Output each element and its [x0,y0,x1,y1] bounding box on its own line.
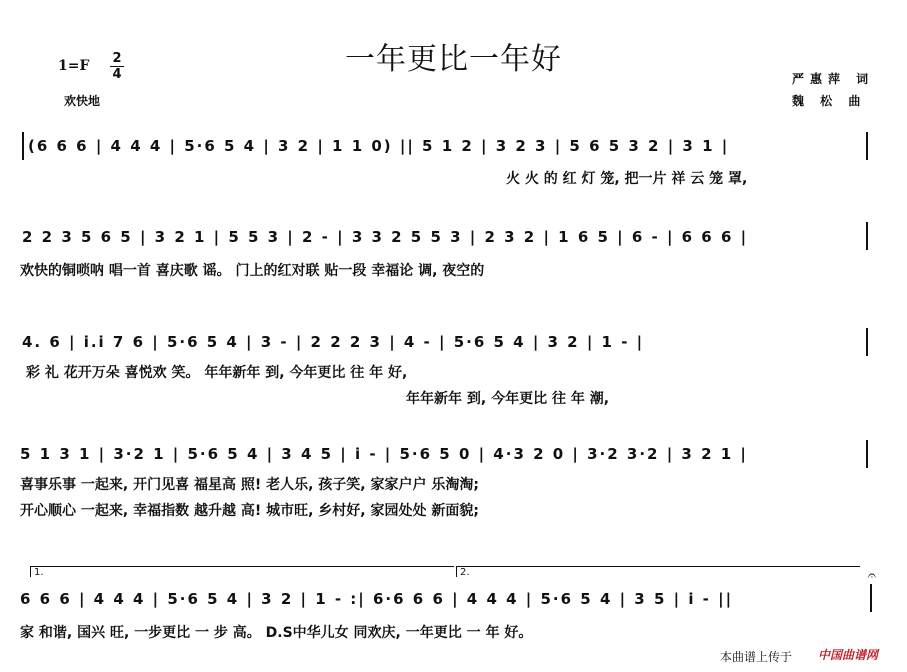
end-bar-line-row-3 [866,328,868,356]
lyrics-row-4-verse-1: 喜事乐事 一起来, 开门见喜 福星高 照! 老人乐, 孩子笑, 家家户户 乐淘淘; [20,477,479,493]
upload-note: 本曲谱上传于 [720,650,793,664]
notes-row-5: 6 6 6 | 4 4 4 | 5·6 5 4 | 3 2 | 1 - :| 6·6 6 6 | 4 4 4 | 5·6 5 4 | 3 5 | i - || [20,590,734,608]
notes-row-3: 4. 6 | i.i 7 6 | 5·6 5 4 | 3 - | 2 2 2 3 | 4 - | 5·6 5 4 | 3 2 | 1 - | [22,333,645,351]
time-signature [110,52,124,81]
second-ending-label: 2. [460,567,470,578]
final-bar-line [870,584,872,612]
fermata-icon: 𝄐 [868,568,876,584]
key-signature: 1=F [58,58,90,74]
end-bar-line-row-2 [866,222,868,250]
lyrics-row-1-verse-1: 火 火 的 红 灯 笼, 把一片 祥 云 笼 罩, [506,171,748,187]
site-logo: 中国曲谱网 [818,648,879,662]
first-ending-bracket [30,566,454,577]
notes-row-1: (6 6 6 | 4 4 4 | 5·6 5 4 | 3 2 | 1 1 0) || 5 1 2 | 3 2 3 | 5 6 5 3 2 | 3 1 | [28,137,730,155]
time-signature-top: 2 [112,51,122,66]
notes-row-2: 2 2 3 5 6 5 | 3 2 1 | 5 5 3 | 2 - | 3 3 2 5 5 3 | 2 3 2 | 1 6 5 | 6 - | 6 6 6 | [22,228,749,246]
lyrics-row-2-verse-1: 欢快的铜唢呐 唱一首 喜庆歌 谣。 门上的红对联 贴一段 幸福论 调, 夜空的 [20,263,485,279]
lyrics-row-3-verse-2: 年年新年 到, 今年更比 往 年 潮, [406,391,610,407]
lyrics-row-4-verse-2: 开心顺心 一起来, 幸福指数 越升越 高! 城市旺, 乡村好, 家园处处 新面貌; [20,503,479,519]
composer-credit: 魏 松 曲 [792,94,867,108]
end-bar-line-row-1 [866,132,868,160]
notes-row-4: 5 1 3 1 | 3·2 1 | 5·6 5 4 | 3 4 5 | i - | 5·6 5 0 | 4·3 2 0 | 3·2 3·2 | 3 2 1 | [20,445,748,463]
second-ending-bracket [456,566,860,577]
time-signature-bottom: 4 [112,67,122,82]
start-bar-line [22,132,24,160]
lyrics-row-3-verse-1: 彩 礼 花开万朵 喜悦欢 笑。 年年新年 到, 今年更比 往 年 好, [26,365,408,381]
end-bar-line-row-4 [866,440,868,468]
lyricist-credit: 严惠萍 词 [792,72,875,86]
first-ending-label: 1. [34,567,44,578]
lyrics-row-5-verse-1: 家 和谐, 国兴 旺, 一步更比 一 步 高。 D.S中华儿女 同欢庆, 一年更比 一 年 好。 [20,625,533,641]
song-title: 一年更比一年好 [345,42,562,77]
tempo-marking: 欢快地 [64,94,101,108]
